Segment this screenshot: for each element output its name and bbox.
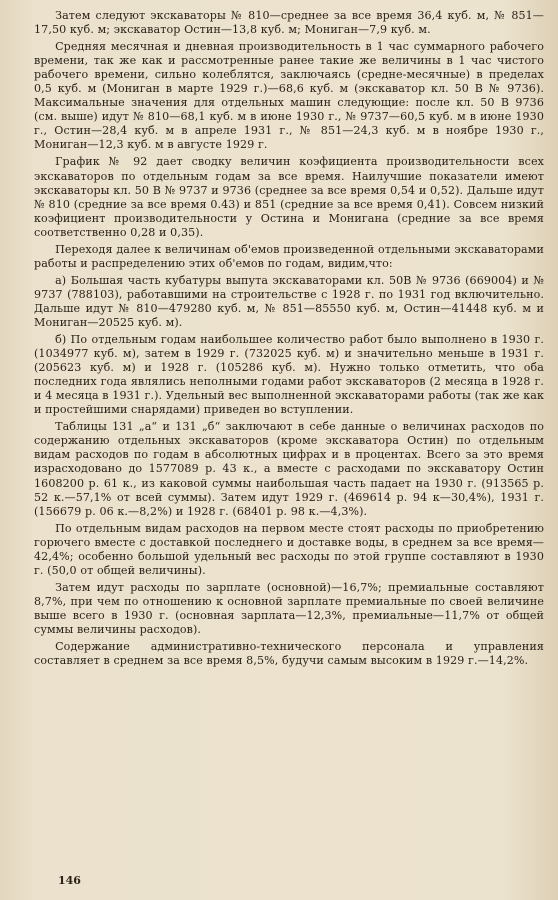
paragraph-salary-expenses: Затем идут расходы по зарплате (основной)—16,7%; премиальные составляют 8,7%, при чем по отношению к основной зарплате премиальные по своей величине выше всего в 1930 г. (основная зарплата—12,3%, премиальные—11,7% от общей суммы величины расходов). (34, 580, 544, 636)
paragraph-volumes-intro: Переходя далее к величинам об'емов произведенной отдельными экскаваторами работы и распределению этих об'емов по годам, видим,что: (34, 242, 544, 270)
paragraph-point-a: а) Большая часть кубатуры выпута экскаваторами кл. 50В № 9736 (669004) и № 9737 (788103), работавшими на строительстве с 1928 г. по 1931 год включительно. Дальше идут № 810—479280 куб. м, № 851—85550 куб. м, Остин—41448 куб. м и Мониган—20525 куб. м). (34, 273, 544, 329)
paragraph-graph-92: График № 92 дает сводку величин коэфициента производительности всех экскаваторов по отдельным годам за все время. Наилучшие показатели имеют экскаваторы кл. 50 В № 9737 и 9736 (среднее за все время 0,54 и 0,52). Дальше идут № 810 (средние за все время 0.43) и 851 (средние за все время 0,41). Совсем низкий коэфициент производительности у Остина и Монигана (средние за все время соответственно 0,28 и 0,35). (34, 155, 544, 239)
paragraph-monthly-productivity: Средняя месячная и дневная производительность в 1 час суммарного рабочего времени, так же как и рассмотренные ранее такие же величины в 1 час чистого рабочего времени, сильно колеблятся, заключаясь (средне-месячные) в пределах 0,5 куб. м (Мониган в марте 1929 г.)—68,6 куб. м (экскаватор кл. 50 В № 9736). Максимальные значения для отдельных машин следующие: после кл. 50 В 9736 (см. выше) идут № 810—68,1 куб. м в июне 1930 г., № 9737—60,5 куб. м в июне 1930 г., Остин—28,4 куб. м в апреле 1931 г., № 851—24,3 куб. м в ноябре 1930 г., Мониган—12,3 куб. м в августе 1929 г. (34, 40, 544, 152)
paragraph-admin-staff: Содержание административно-технического персонала и управления составляет в среднем за все время 8,5%, будучи самым высоким в 1929 г.—14,2%. (34, 640, 544, 668)
paragraph-point-b: б) По отдельным годам наибольшее количество работ было выполнено в 1930 г. (1034977 куб. м), затем в 1929 г. (732025 куб. м) и значительно меньше в 1931 г. (205623 куб. м) и 1928 г. (105286 куб. м). Нужно только отметить, что оба последних года являлись неполными годами работ экскаваторов (2 месяца в 1928 г. и 4 месяца в 1931 г.). Удельный вес выполненной экскаваторами работы (так же как и простейшими снарядами) приведен во вступлении. (34, 333, 544, 417)
paragraph-fuel-expenses: По отдельным видам расходов на первом месте стоят расходы по приобретению горючего вместе с доставкой последнего и доставке воды, в среднем за все время—42,4%; особенно большой удельный вес расходы по этой группе составляют в 1930 г. (50,0 от общей величины). (34, 521, 544, 577)
paragraph-tables-131: Таблицы 131 „а“ и 131 „б“ заключают в себе данные о величинах расходов по содержанию отдельных экскаваторов (кроме экскаватора Остин) по отдельным видам расходов по годам в абсолютных цифрах и в процентах. Всего за это время израсходовано до 1577089 р. 43 к., а вместе с расходами по экскаватору Остин 1608200 р. 61 к., из каковой суммы наибольшая часть падает на 1930 г. (913565 р. 52 к.—57,1% от всей суммы). Затем идут 1929 г. (469614 р. 94 к—30,4%), 1931 г. (156679 р. 06 к.—8,2%) и 1928 г. (68401 р. 98 к.—4,3%). (34, 420, 544, 518)
paragraph-excavators-average: Затем следуют экскаваторы № 810—среднее за все время 36,4 куб. м, № 851—17,50 куб. м; экскаватор Остин—13,8 куб. м; Мониган—7,9 куб. м. (34, 9, 544, 37)
page-number: 146 (58, 874, 81, 887)
